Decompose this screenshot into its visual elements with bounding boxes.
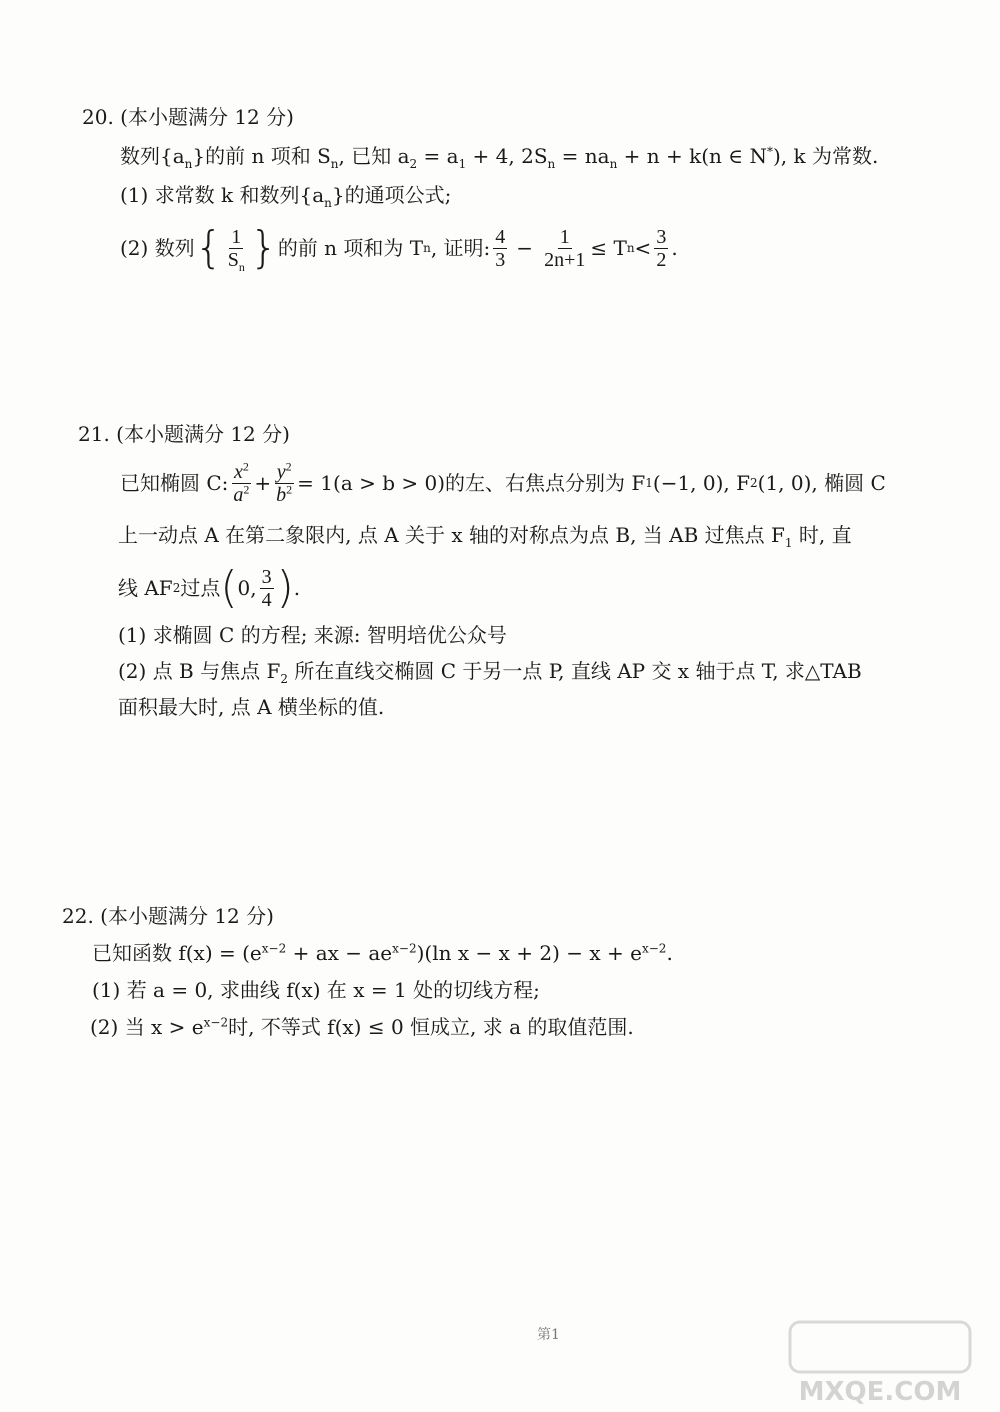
q21-header: 21. (本小题满分 12 分) — [78, 422, 290, 446]
frac-3-4: $\frac{3}{4}$ — [261, 565, 272, 611]
q22-part1: (1) 若 a = 0, 求曲线 f(x) 在 x = 1 处的切线方程; — [92, 978, 540, 1002]
q20-part2: (2) 数列 { $\frac{1}{S_n}$ } 的前 n 项和为 T n , 证明: $\frac{4}{3}$ − $\frac{1}{2n+1}$ ≤ T n < $\frac{3}{2}$ . — [120, 222, 678, 274]
frac-x2-a2: $\frac{x^2}{a^2}$ — [233, 458, 250, 506]
frac-1-2n1: $\frac{1}{2n+1}$ — [544, 225, 586, 271]
q20-part1: (1) 求常数 k 和数列$\{a_n\}$的通项公式; — [120, 183, 452, 210]
q22-part2: (2) 当 $x > e^{x-2}$时, 不等式 f(x) ≤ 0 恒成立, 求 a 的取值范围. — [90, 1015, 634, 1039]
q22-header: 22. (本小题满分 12 分) — [62, 904, 274, 928]
watermark-text: MXQE.COM — [798, 1377, 962, 1407]
q21-part2-cont: 面积最大时, 点 A 横坐标的值. — [118, 695, 385, 719]
q21-line1: 已知椭圆 C: $\frac{x^2}{a^2}$ + $\frac{y^2}{b^2}$ = 1(a > b > 0)的左、右焦点分别为 F 1 (−1, 0), F 2 (1, 0), 椭圆 C — [120, 458, 886, 506]
frac-y2-b2: $\frac{y^2}{b^2}$ — [276, 458, 293, 506]
q21-part1: (1) 求椭圆 C 的方程; 来源: 智明培优公众号 — [118, 623, 507, 647]
q21-line3: 线 AF 2 过点 ( 0, $\frac{3}{4}$ ) . — [118, 562, 301, 613]
q22-line1: 已知函数 $f(x) = (e^{x-2}$ + ax − $ae^{x-2})(\ln$ $x - x + 2) - x + e^{x-2}$. — [92, 941, 673, 965]
q20-intro: 数列$\{a_n\}$的前 n 项和 $S_n$, 已知 $a_2 = a_1 + 4$, $2S_n = na_n + n + k(n$ ∈ N*), k 为常数. — [120, 144, 879, 171]
q20-header: 20. (本小题满分 12 分) — [82, 105, 294, 129]
frac-1-over-Sn: $\frac{1}{S_n}$ — [227, 225, 245, 274]
q21-part2: (2) 点 B 与焦点 $F_2$ 所在直线交椭圆 C 于另一点 P, 直线 AP 交 x 轴于点 T, 求△TAB — [118, 659, 862, 686]
q21-line2: 上一动点 A 在第二象限内, 点 A 关于 x 轴的对称点为点 B, 当 AB 过焦点 $F_1$ 时, 直 — [118, 523, 852, 550]
watermark-logo — [780, 1318, 980, 1408]
frac-3-2: $\frac{3}{2}$ — [656, 225, 667, 271]
page-footer: 第1 — [537, 1327, 560, 1343]
frac-4-3: $\frac{4}{3}$ — [495, 225, 506, 271]
